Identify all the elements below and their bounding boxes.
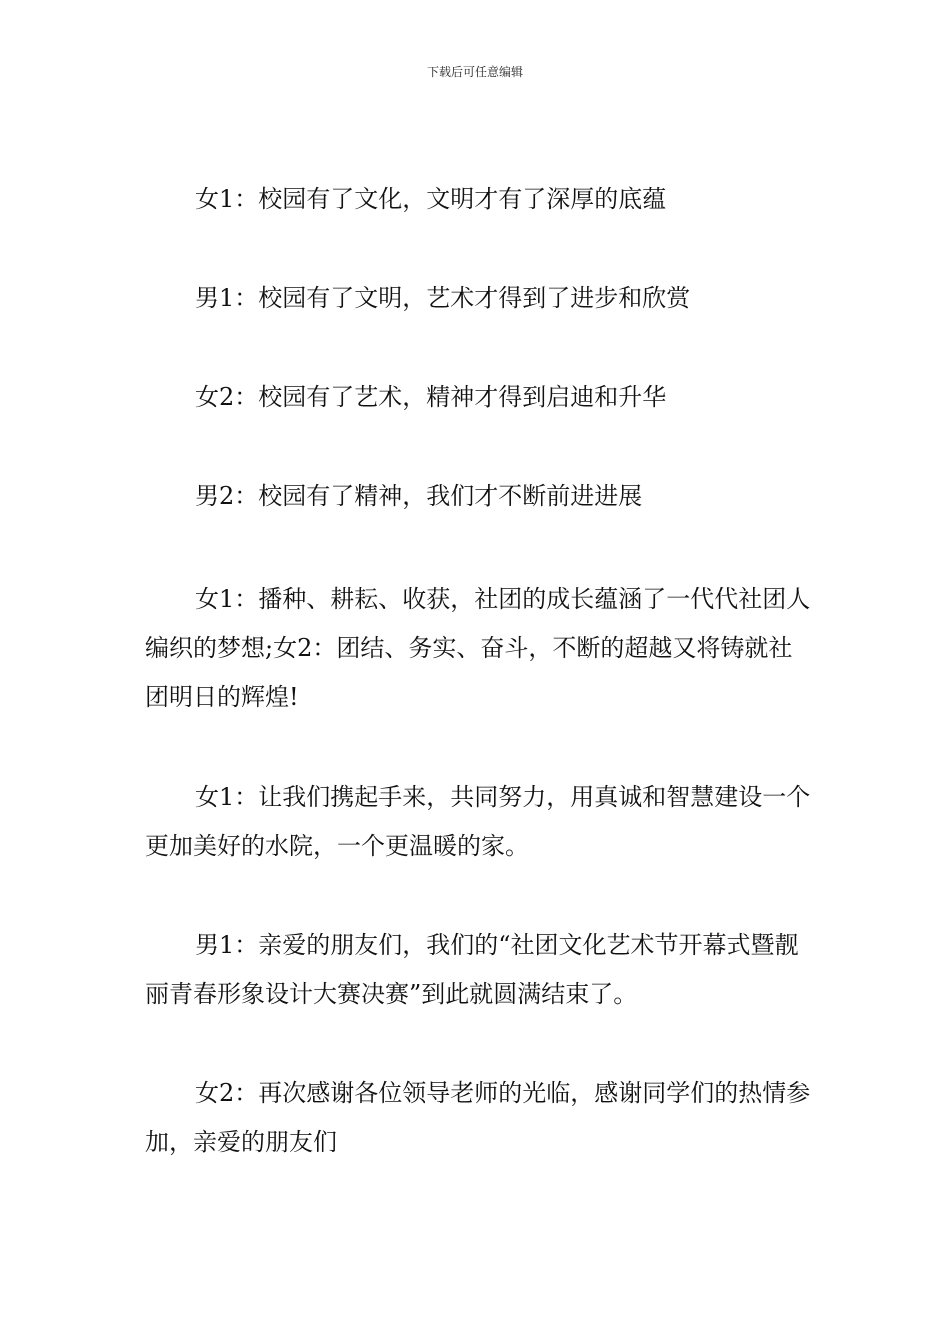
dialogue-paragraph: 女2：校园有了艺术，精神才得到启迪和升华 [195,383,667,411]
dialogue-paragraph: 女2：再次感谢各位领导老师的光临，感谢同学们的热情参加，亲爱的朋友们 [145,1079,811,1156]
dialogue-paragraph: 男2：校园有了精神，我们才不断前进进展 [195,482,643,510]
dialogue-paragraph: 女1：让我们携起手来，共同努力，用真诚和智慧建设一个更加美好的水院，一个更温暖的家。 [145,783,811,860]
dialogue-paragraph: 男1：校园有了文明，艺术才得到了进步和欣赏 [195,284,691,312]
dialogue-paragraph: 女1：校园有了文化，文明才有了深厚的底蕴 [195,185,667,213]
dialogue-paragraph: 女1：播种、耕耘、收获，社团的成长蕴涵了一代代社团人编织的梦想;女2：团结、务实、奋斗，不断的超越又将铸就社团明日的辉煌! [145,585,811,711]
page-header: 下载后可任意编辑 [426,65,523,79]
dialogue-paragraph: 男1：亲爱的朋友们，我们的“社团文化艺术节开幕式暨靓丽青春形象设计大赛决赛”到此就圆满结束了。 [145,931,799,1008]
